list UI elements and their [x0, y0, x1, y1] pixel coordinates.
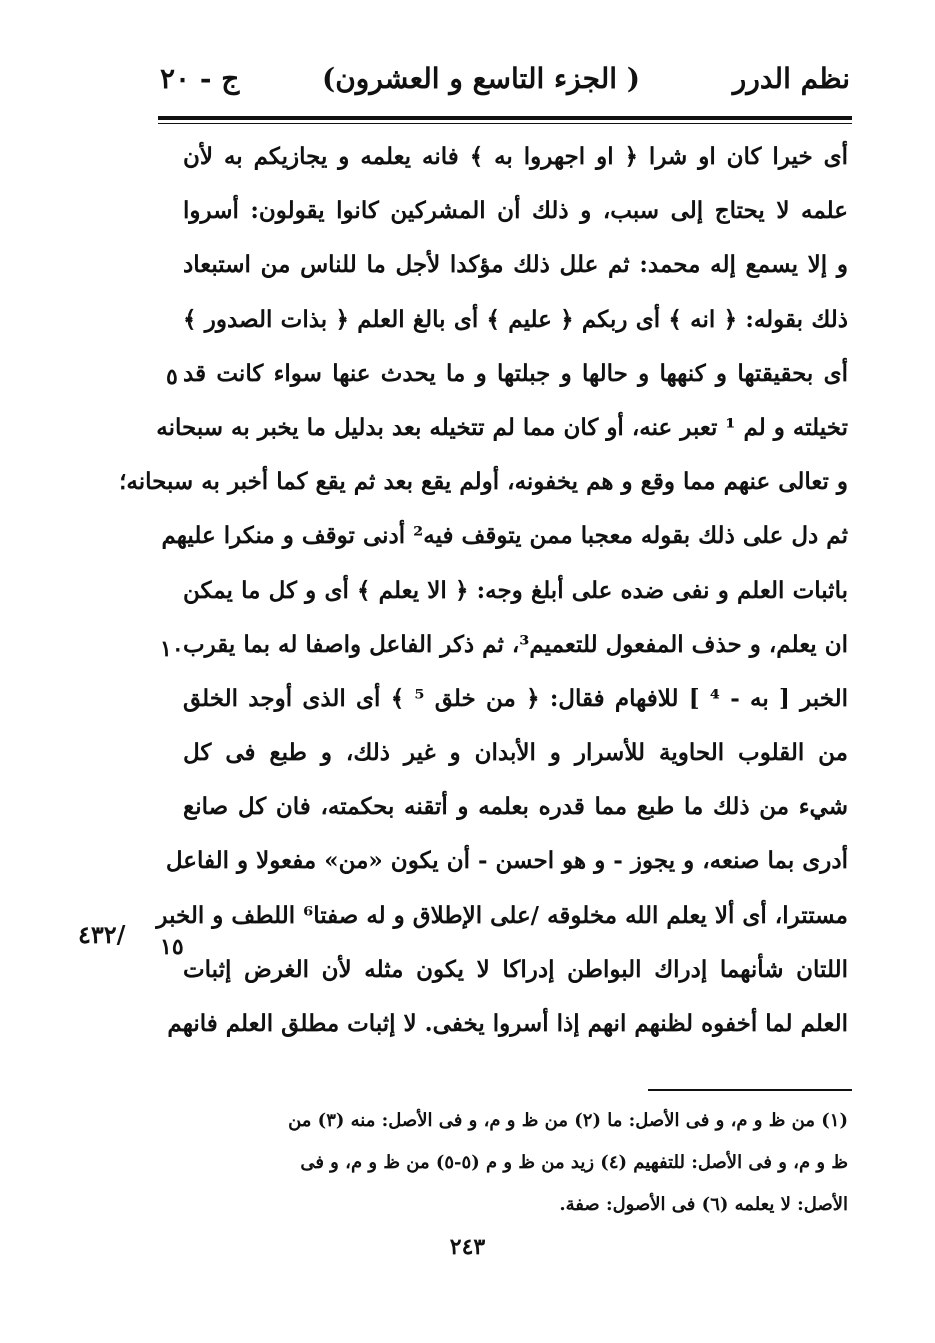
text-line: العلم لما أخفوه لظنهم انهم إذا أسروا يخفى. لا إثبات مطلق العلم فانهم: [167, 1010, 848, 1037]
footnote-line: (١) من ظ و م، و فى الأصل: ما (٢) من ظ و م، و فى الأصل: منه (٣) من: [288, 1110, 848, 1131]
text-line: و تعالى عنهم مما وقع و هم يخفونه، أولم يقع بعد ثم يقع كما أخبر به سبحانه؛: [119, 468, 848, 496]
text-line: الخبر [ به - ⁴ ] للافهام فقال: ﴿ من خلق ⁵ ﴾ أى الذى أوجد الخلق: [183, 684, 848, 712]
text-line: ثم دل على ذلك بقوله معجبا ممن يتوقف فيه² أدنى توقف و منكرا عليهم: [161, 522, 848, 550]
line-number-5: ٥: [166, 364, 178, 390]
volume-number: ج - ٢٠: [160, 62, 240, 95]
text-line: ذلك بقوله: ﴿ انه ﴾ أى ربكم ﴿ عليم ﴾ أى بالغ العلم ﴿ بذات الصدور ﴾: [183, 305, 848, 333]
text-line: و إلا يسمع إله محمد: ثم علل ذلك مؤكدا لأجل ما للناس من استبعاد: [183, 251, 848, 279]
footnote-line: الأصل: لا يعلمه (٦) فى الأصول: صفة.: [559, 1194, 848, 1215]
manuscript-page-ref: /٤٣٢: [78, 920, 126, 949]
book-title: نظم الدرر: [732, 62, 850, 95]
line-number-15: ١٥: [160, 934, 184, 960]
running-header: [160, 62, 850, 108]
footnotes: [183, 1100, 848, 1226]
text-line: من القلوب الحاوية للأسرار و الأبدان و غير ذلك، و طبع فى كل: [183, 739, 848, 767]
footnote-rule: [648, 1089, 852, 1091]
footnote-line: ظ و م، و فى الأصل: للتفهيم (٤) زيد من ظ و م (٥-٥) من ظ و م، و فى: [300, 1152, 848, 1173]
text-line: أدرى بما صنعه، و يجوز - و هو احسن - أن يكون «من» مفعولا و الفاعل: [165, 847, 848, 875]
text-line: ان يعلم، و حذف المفعول للتعميم³، ثم ذكر الفاعل واصفا له بما يقرب: [182, 630, 848, 658]
line-number-10: ١٠: [160, 636, 184, 662]
header-rule-thin: [158, 123, 852, 124]
text-line: اللتان شأنهما إدراك البواطن إدراكا لا يكون مثله لأن الغرض إثبات: [183, 955, 848, 983]
text-line: أى بحقيقتها و كنهها و حالها و جبلتها و ما يحدث عنها سواء كانت قد: [183, 359, 848, 387]
part-title: ( الجزء التاسع و العشرون): [322, 62, 640, 95]
text-line: شيء من ذلك ما طبع مما قدره بعلمه و أتقنه بحكمته، فان كل صانع: [183, 793, 848, 821]
text-line: علمه لا يحتاج إلى سبب، و ذلك أن المشركين كانوا يقولون: أسروا: [183, 197, 848, 225]
text-line: أى خيرا كان او شرا ﴿ او اجهروا به ﴾ فانه يعلمه و يجازيكم به لأن: [183, 143, 848, 170]
text-line: مستترا، أى ألا يعلم الله مخلوقه /على الإطلاق و له صفتا⁶ اللطف و الخبر: [156, 901, 848, 929]
page-number: ٢٤٣: [449, 1234, 486, 1260]
text-line: باثبات العلم و نفى ضده على أبلغ وجه: ﴿ الا يعلم ﴾ أى و كل ما يمكن: [183, 576, 848, 604]
header-rule: [158, 116, 852, 120]
text-line: تخيلته و لم ¹ تعبر عنه، أو كان مما لم تتخيله بعد بدليل ما يخبر به سبحانه: [156, 413, 848, 441]
